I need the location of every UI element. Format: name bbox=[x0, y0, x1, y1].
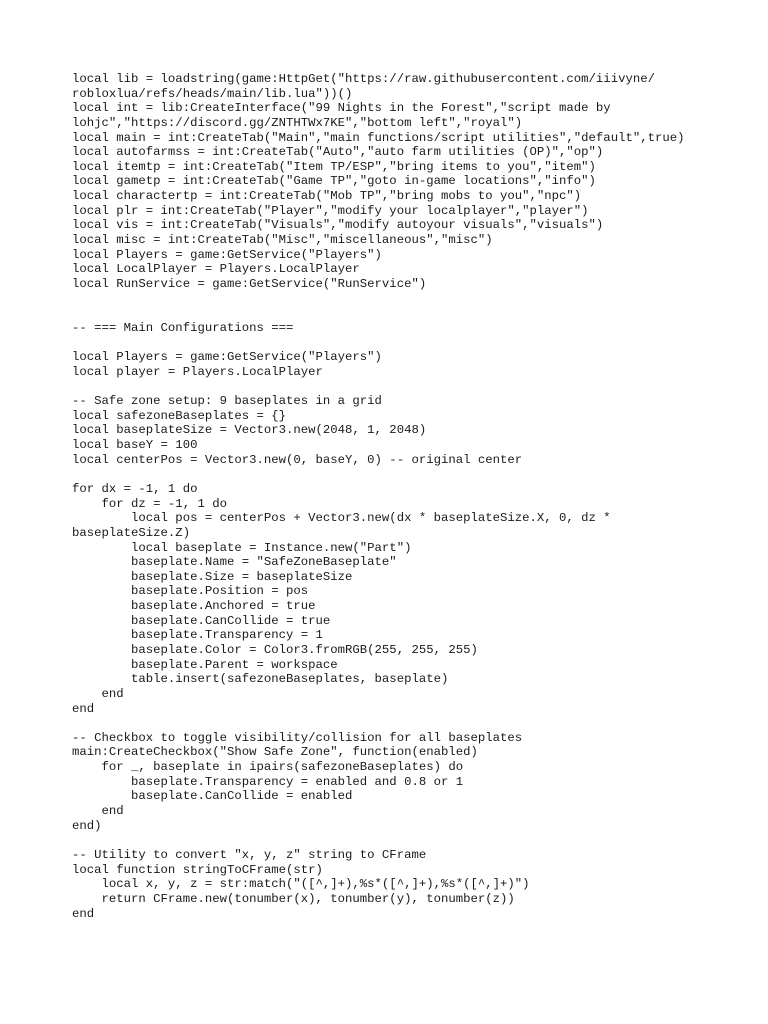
code-line: end bbox=[72, 804, 124, 819]
code-line: baseplate.Name = "SafeZoneBaseplate" bbox=[72, 555, 397, 570]
code-line: local pos = centerPos + Vector3.new(dx * baseplateSize.X, 0, dz * bbox=[72, 511, 611, 526]
code-line: for dz = -1, 1 do bbox=[72, 496, 227, 511]
code-line bbox=[72, 716, 712, 731]
code-line bbox=[72, 306, 712, 321]
code-line: for dx = -1, 1 do bbox=[72, 481, 198, 496]
code-line: local baseplateSize = Vector3.new(2048, 1, 2048) bbox=[72, 423, 427, 438]
code-line: baseplate.CanCollide = enabled bbox=[72, 789, 353, 804]
code-line: local x, y, z = str:match("([^,]+),%s*([^,]+),%s*([^,]+)") bbox=[72, 877, 530, 892]
code-line: local main = int:CreateTab("Main","main functions/script utilities","default",true) bbox=[72, 130, 685, 145]
code-line: -- === Main Configurations === bbox=[72, 320, 294, 335]
code-line: lohjc","https://discord.gg/ZNTHTWx7KE","bottom left","royal") bbox=[72, 115, 523, 130]
code-line: local centerPos = Vector3.new(0, baseY, 0) -- original center bbox=[72, 452, 523, 467]
code-line: baseplate.Transparency = enabled and 0.8 or 1 bbox=[72, 774, 464, 789]
code-block bbox=[72, 72, 712, 921]
code-line: baseplate.Color = Color3.fromRGB(255, 255, 255) bbox=[72, 642, 478, 657]
code-line: return CFrame.new(tonumber(x), tonumber(y), tonumber(z)) bbox=[72, 891, 515, 906]
code-line bbox=[72, 379, 712, 394]
code-line: end bbox=[72, 906, 95, 921]
code-line: -- Safe zone setup: 9 baseplates in a grid bbox=[72, 394, 382, 409]
code-line: robloxlua/refs/heads/main/lib.lua"))() bbox=[72, 86, 353, 101]
code-line: local vis = int:CreateTab("Visuals","modify autoyour visuals","visuals") bbox=[72, 218, 604, 233]
code-line: end) bbox=[72, 818, 102, 833]
code-line: local Players = game:GetService("Players") bbox=[72, 247, 382, 262]
code-line: local itemtp = int:CreateTab("Item TP/ESP","bring items to you","item") bbox=[72, 159, 596, 174]
code-line: end bbox=[72, 686, 124, 701]
code-line: baseplate.Position = pos bbox=[72, 584, 309, 599]
code-line: local plr = int:CreateTab("Player","modify your localplayer","player") bbox=[72, 203, 589, 218]
code-line bbox=[72, 336, 712, 351]
code-line: table.insert(safezoneBaseplates, baseplate) bbox=[72, 672, 449, 687]
code-line: local autofarmss = int:CreateTab("Auto","auto farm utilities (OP)","op") bbox=[72, 145, 604, 160]
code-line: local baseplate = Instance.new("Part") bbox=[72, 540, 412, 555]
code-line: main:CreateCheckbox("Show Safe Zone", function(enabled) bbox=[72, 745, 478, 760]
code-line: local misc = int:CreateTab("Misc","miscellaneous","misc") bbox=[72, 233, 493, 248]
code-line: local int = lib:CreateInterface("99 Nights in the Forest","script made by bbox=[72, 101, 611, 116]
code-line: local Players = game:GetService("Players") bbox=[72, 350, 382, 365]
code-line: local lib = loadstring(game:HttpGet("https://raw.githubusercontent.com/iiivyne/ bbox=[72, 72, 655, 86]
code-line: -- Checkbox to toggle visibility/collision for all baseplates bbox=[72, 730, 523, 745]
code-line: end bbox=[72, 701, 95, 716]
code-line bbox=[72, 292, 712, 307]
code-line: local function stringToCFrame(str) bbox=[72, 862, 323, 877]
code-line: local gametp = int:CreateTab("Game TP","goto in-game locations","info") bbox=[72, 174, 596, 189]
code-line: baseplate.Transparency = 1 bbox=[72, 628, 323, 643]
code-line: baseplate.CanCollide = true bbox=[72, 613, 331, 628]
code-line: for _, baseplate in ipairs(safezoneBaseplates) do bbox=[72, 760, 464, 775]
code-line: -- Utility to convert "x, y, z" string to CFrame bbox=[72, 847, 427, 862]
code-line: local RunService = game:GetService("RunService") bbox=[72, 276, 427, 291]
code-line: local baseY = 100 bbox=[72, 438, 198, 453]
code-line: baseplateSize.Z) bbox=[72, 525, 191, 540]
code-line: baseplate.Size = baseplateSize bbox=[72, 569, 353, 584]
code-line bbox=[72, 833, 712, 848]
code-line: baseplate.Parent = workspace bbox=[72, 657, 338, 672]
code-line: local safezoneBaseplates = {} bbox=[72, 408, 287, 423]
code-line: local charactertp = int:CreateTab("Mob TP","bring mobs to you","npc") bbox=[72, 189, 582, 204]
code-line bbox=[72, 467, 712, 482]
code-line: local player = Players.LocalPlayer bbox=[72, 364, 323, 379]
code-line: local LocalPlayer = Players.LocalPlayer bbox=[72, 262, 360, 277]
code-line: baseplate.Anchored = true bbox=[72, 599, 316, 614]
